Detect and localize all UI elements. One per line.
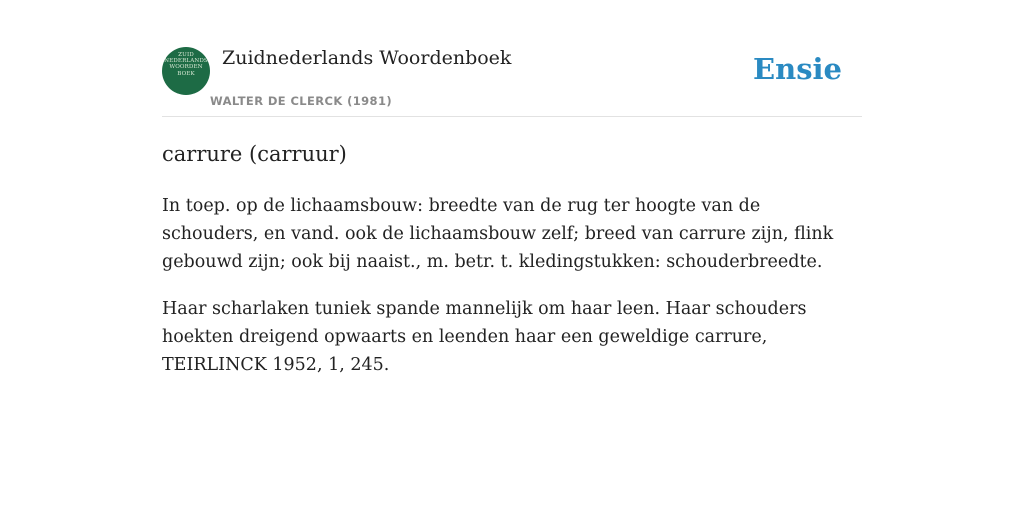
logo-line: WOORDEN	[169, 64, 203, 71]
logo-text	[162, 52, 210, 77]
logo-line: NEDERLANDS	[164, 58, 208, 65]
logo-line: ZUID	[178, 52, 194, 58]
logo-line: BOEK	[177, 70, 195, 77]
dictionary-author: WALTER DE CLERCK (1981)	[210, 94, 393, 108]
entry-headword: carrure (carruur)	[162, 142, 347, 166]
dictionary-logo[interactable]	[162, 47, 210, 95]
entry-citation: Haar scharlaken tuniek spande mannelijk om haar leen. Haar schouders hoekten dreigend opwaarts en leenden haar een geweldige carrure, TEIRLINCK 1952, 1, 245.	[162, 299, 807, 375]
dictionary-header	[162, 0, 862, 117]
dictionary-title[interactable]: Zuidnederlands Woordenboek	[222, 47, 512, 69]
ensie-brand-link[interactable]: Ensie	[753, 52, 842, 86]
entry-definition: In toep. op de lichaamsbouw: breedte van de rug ter hoogte van de schouders, en vand. ook de lichaamsbouw zelf; breed van carrure zijn, flink gebouwd zijn; ook bij naaist., m. betr. t. kledingstukken: schouderbreedte.	[162, 196, 834, 272]
